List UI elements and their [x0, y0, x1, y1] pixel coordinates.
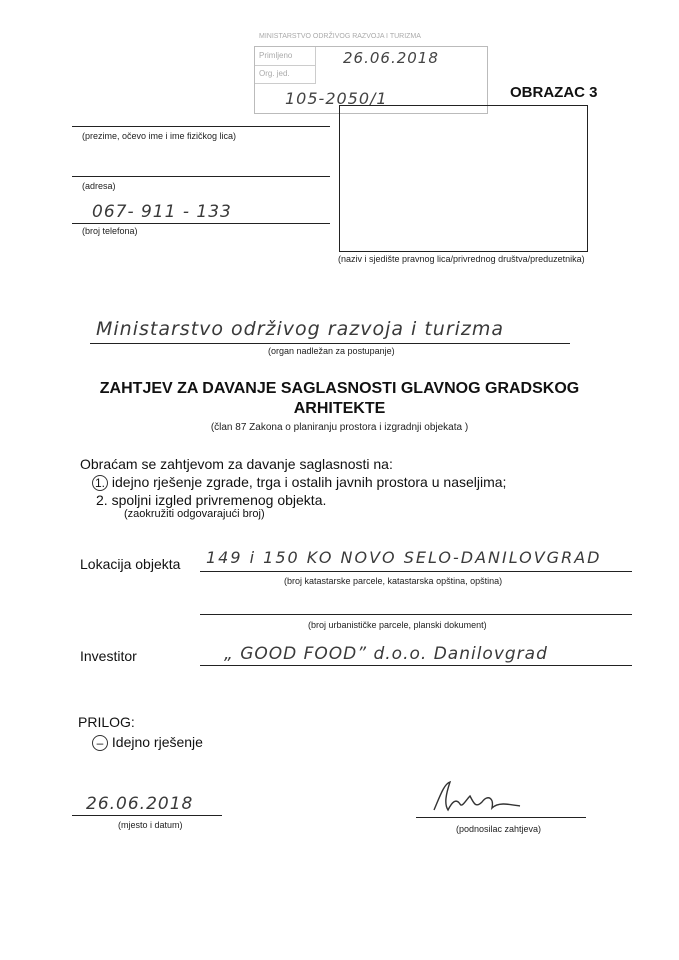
footer-date-value: 26.06.2018 [86, 794, 194, 814]
intro-text: Obraćam se zahtjevom za davanje saglasnosti na: [80, 456, 393, 472]
date-line [72, 815, 222, 816]
form-subtitle: (član 87 Zakona o planiranju prostora i izgradnji objekata ) [210, 422, 469, 433]
footer-sign-label: (podnosilac zahtjeva) [456, 824, 542, 834]
investor-line [200, 665, 632, 666]
phone-line [72, 223, 330, 224]
stamp-date: 26.06.2018 [343, 49, 439, 67]
location-label: Lokacija objekta [80, 556, 181, 572]
option-1 [92, 474, 506, 491]
prilog-item-text: Idejno rješenje [111, 734, 203, 750]
signature-line [416, 817, 586, 818]
urban-parcel-line [200, 614, 632, 615]
stamp-header: MINISTARSTVO ODRŽIVOG RAZVOJA I TURIZMA [259, 33, 421, 40]
option-1-text: idejno rješenje zgrade, trga i ostalih javnih prostora u naseljima; [111, 474, 507, 490]
authority-label: (organ nadležan za postupanje) [268, 346, 395, 356]
stamp-number: 105-2050/1 [285, 89, 388, 108]
phone-label: (broj telefona) [82, 226, 138, 236]
stamp-row1-label: Primljeno [259, 51, 293, 60]
name-label: (prezime, očevo ime i ime fizičkog lica) [82, 131, 237, 141]
address-label: (adresa) [82, 181, 116, 191]
prilog-item [92, 734, 203, 751]
form-id: OBRAZAC 3 [510, 84, 598, 101]
option-2 [96, 492, 326, 508]
investor-value: „ GOOD FOOD” d.o.o. Danilovgrad [224, 644, 548, 664]
legal-entity-box [339, 105, 588, 252]
location-note2: (broj urbanističke parcele, planski dokument) [308, 620, 487, 630]
form-title-line2: ARHITEKTE [293, 400, 386, 417]
options-note: (zaokružiti odgovarajući broj) [124, 508, 265, 520]
phone-value: 067- 911 - 133 [92, 202, 232, 222]
investor-label: Investitor [80, 648, 137, 664]
form-title-line1: ZAHTJEV ZA DAVANJE SAGLASNOSTI GLAVNOG GRADSKOG [99, 380, 580, 397]
legal-entity-label: (naziv i sjedište pravnog lica/privrednog društva/preduzetnika) [338, 254, 585, 264]
location-note1: (broj katastarske parcele, katastarska opština, opština) [284, 576, 503, 586]
stamp-row2-label: Org. jed. [259, 69, 290, 78]
authority-value: Ministarstvo održivog razvoja i turizma [96, 318, 505, 340]
address-line [72, 176, 330, 177]
prilog-mark: – [92, 735, 108, 751]
footer-date-label: (mjesto i datum) [118, 820, 183, 830]
option-2-text: spoljni izgled privremenog objekta. [111, 492, 327, 508]
location-value: 149 i 150 KO NOVO SELO-DANILOVGRAD [206, 548, 602, 567]
location-line [200, 571, 632, 572]
name-line [72, 126, 330, 127]
option-2-number: 2. [96, 492, 108, 508]
option-1-number: 1. [92, 475, 108, 491]
signature-mark [428, 776, 528, 820]
registry-stamp [254, 33, 488, 114]
prilog-label: PRILOG: [78, 714, 135, 730]
authority-line [90, 343, 570, 344]
